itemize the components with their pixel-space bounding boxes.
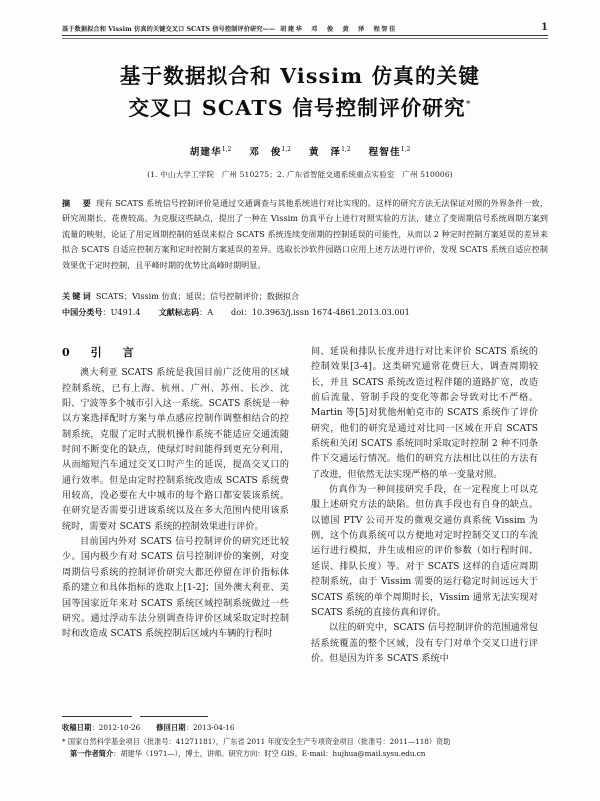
author-list — [0, 144, 600, 158]
body-columns — [62, 345, 538, 715]
page-title-line-2 — [0, 91, 600, 123]
classification-row — [62, 307, 548, 318]
received-date-value: 2012-10-26 — [98, 723, 141, 732]
footnote-rule — [62, 716, 132, 717]
author-3-name: 黄 泽 — [309, 147, 342, 158]
author-bio-text: 胡建华（1971—），博士，讲师。研究方向：时空 GIS。E-mail：hujhua@mail.sysu.edu.cn — [120, 749, 426, 758]
funding-marker: * — [62, 736, 66, 746]
running-head-title: 基于数据拟合和 Vissim 仿真的关键交叉口 SCATS 信号控制评价研究 — [62, 26, 263, 33]
revised-date-value: 2013-04-16 — [192, 723, 235, 732]
column-left — [62, 345, 289, 715]
funding-text: 国家自然科学基金项目（批准号：41271181），广东省 2011 年度安全生产专项资金项目（批准号：2011—118）资助 — [67, 736, 451, 746]
author-3-affil-marker: 1,2 — [341, 145, 351, 153]
page-number: 1 — [540, 22, 548, 33]
running-head-authors: 胡建华 邓 俊 黄 泽 程智佳 — [280, 26, 397, 33]
running-head — [62, 22, 548, 33]
title-footnote-marker: * — [465, 100, 472, 110]
author-2-affil-marker: 1,2 — [281, 145, 291, 153]
paragraph: 仿真作为一种间接研究手段，在一定程度上可以克服上述研究方法的缺陷。但仿真手段也有自身的缺点。以德国 PTV 公司开发的微观交通仿真系统 Vissim 为例，这个仿真系统可以方便地对定时控制交叉口的车流运行进行模拟，并生成相应的评价参数（如行程时间、延误、排队长度）等。对于 SCATS 这样的自适应周期控制系统，由于 Vissim 需要的运行稳定时间远远大于 SCATS 系统的单个周期时长，Vissim 通常无法实现对 SCATS 系统的直接仿真和评价。 — [311, 485, 538, 618]
doc-code-label: 文献标志码 — [158, 307, 200, 317]
clc-value: U491.4 — [110, 307, 141, 317]
paragraph: 以往的研究中，SCATS 信号控制评价的范围通常包括系统覆盖的整个区域，没有专门对单个交叉口进行评价。但是因为许多 SCATS 系统中 — [311, 623, 538, 664]
footnotes — [62, 722, 548, 761]
doi-value: 10.3963/j.issn 1674-4861.2013.03.001 — [251, 307, 410, 317]
author-4-name: 程智佳 — [368, 147, 401, 158]
footnote-dates: 收稿日期：2012-10-26 修回日期：2013-04-16 — [62, 723, 235, 732]
section-number: 0 — [62, 346, 75, 359]
keywords-label: 关键词 — [62, 291, 93, 301]
title-block — [0, 62, 600, 123]
abstract — [62, 196, 548, 273]
running-head-separator: —— — [262, 26, 276, 33]
header-rule-secondary — [62, 38, 548, 39]
clc-segment: 中国分类号：U491.4 — [62, 307, 141, 317]
footnote-rule-secondary — [140, 716, 208, 717]
section-heading — [62, 345, 289, 360]
paragraph: 澳大利亚 SCATS 系统是我国目前广泛使用的区域控制系统，已有上海、杭州、广州、苏州、长沙、沈阳、宁波等多个城市引入这一系统。SCATS 系统是一种以方案选择配时方案与单点感应控制作调整相结合的控制系统，克服了定时式脱机操作系统不能适应交通流随时间不断变化的缺点，使绿灯时间能得到更充分利用，从而缩短汽车通过交叉口时产生的延误，提高交叉口的通行效率。但是由定时控制系统改造成 SCATS 系统费用较高，没必要在大中城市的每个路口都安装该系统。在研究是否需要引进该系统以及在多大范围内使用该系统时，需要对 SCATS 系统的控制效果进行评价。 — [62, 368, 289, 532]
author-2-name: 邓 俊 — [249, 147, 282, 158]
page-title-line-2-text: 交叉口 SCATS 信号控制评价研究 — [128, 95, 466, 120]
author-1-name: 胡建华 — [189, 147, 222, 158]
footnote-author-bio: 第一作者简介：胡建华（1971—），博士，讲师。研究方向：时空 GIS。E-mail：hujhua@mail.sysu.edu.cn — [70, 749, 426, 758]
footnote-funding — [62, 736, 548, 749]
paragraph: 间、延误和排队长度并进行对比来评价 SCATS 系统的控制效果[3-4]。这类研究通常花费巨大、调查周期较长，并且 SCATS 系统改造过程伴随的道路扩宽，改造前后流量、管制手段的变化等都会导致对比不严格。Martin 等[5]对犹他州帕克市的 SCATS 系统作了评价研究，他们的研究是通过对比同一区域在开启 SCATS 系统和关闭 SCATS 系统同时采取定时控制 2 种不同条件下交通运行情况。他们的研究方法相比以往的方法有了改进，但依然无法实现严格的单一变量对照。 — [311, 347, 538, 480]
doi-segment: doi：10.3963/j.issn 1674-4861.2013.03.001 — [231, 307, 410, 317]
keywords-row — [62, 291, 548, 302]
author-2 — [249, 147, 291, 158]
author-bio-label: 第一作者简介 — [70, 749, 114, 758]
author-1-affil-marker: 1,2 — [221, 145, 232, 153]
doc-code-value: A — [207, 307, 214, 317]
page-title-line-1: 基于数据拟合和 Vissim 仿真的关键 — [119, 64, 481, 88]
header-rule — [62, 35, 548, 36]
revised-date-label: 修回日期 — [156, 723, 186, 732]
author-4-affil-marker: 1,2 — [400, 145, 411, 153]
column-right — [311, 345, 538, 715]
abstract-label: 摘 要 — [62, 198, 94, 208]
doc-code-segment: 文献标志码：A — [158, 307, 214, 317]
paragraph: 目前国内外对 SCATS 信号控制评价的研究还比较少。国内极少有对 SCATS 信号控制评价的案例，对变周期信号系统的控制评价研究大都还停留在评价指标体系的建立和具体指标的选取上[1-2]；国外澳大利亚、美国等国家近年来对 SCATS 系统区域控制系统做过一些研究。通过浮动车法分别调查待评价区域采取定时控制时和改造成 SCATS 系统控制后区域内车辆的行程时 — [62, 537, 289, 640]
section-title: 引 言 — [90, 346, 139, 359]
author-4 — [369, 147, 411, 158]
clc-label: 中国分类号 — [62, 307, 103, 317]
author-3 — [309, 147, 351, 158]
keywords-text: SCATS；Vissim 仿真；延误；信号控制评价；数据拟合 — [95, 291, 300, 301]
affiliation: (1. 中山大学工学院 广州 510275；2. 广东省智能交通系统重点实验室 广州 510006) — [147, 170, 453, 179]
abstract-text: 现有 SCATS 系统信号控制评价是通过交通调查与其他系统进行对比实现的。这样的研究方法无法保证对照的外界条件一致，研究周期长、花费较高。为克服这些缺点，提出了一种在 Vissim 仿真平台上进行对照实验的方法，建立了变周期信号系统周期方案到流量的映射，论证了用定周期控制的延误来拟合 SCATS 系统连续变周期的控制延误的可能性，从而以 2 种定时控制方案延误的差异来拟合 SCATS 自适应控制方案和定时控制方案延误的差异。选取长沙软件园路口应用上述方法进行评价，发现 SCATS 系统自适应控制效果优于定时控制，且平峰时期的优势比高峰时期明显。 — [62, 198, 548, 270]
author-1 — [190, 147, 232, 158]
received-date-label: 收稿日期 — [62, 723, 92, 732]
doi-label: doi — [231, 307, 244, 317]
